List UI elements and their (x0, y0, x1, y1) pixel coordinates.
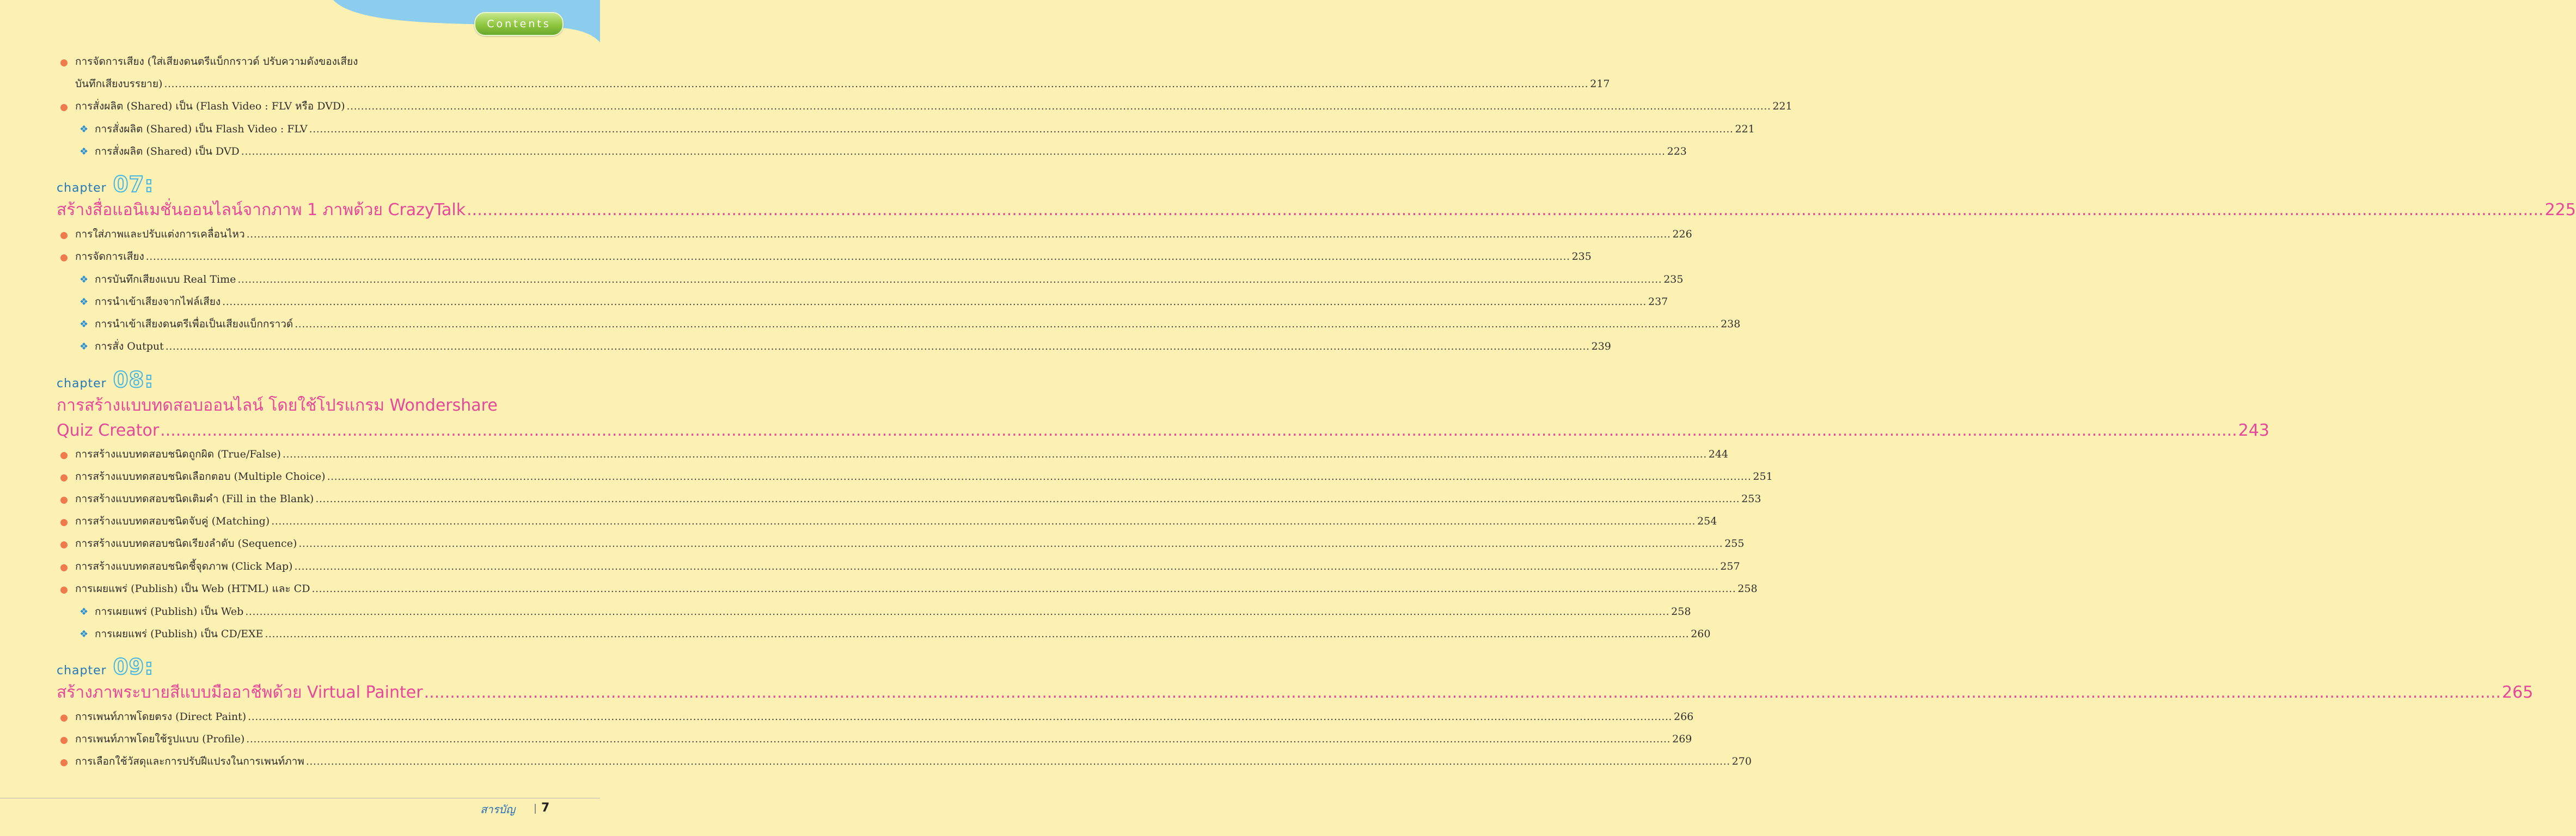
orange-dot-icon (60, 452, 68, 459)
toc-entry-page: 258 (1737, 583, 1758, 595)
toc-entry-page: 254 (1697, 515, 1717, 527)
orange-dot-icon (60, 587, 68, 594)
dot-leader: ................................................................................................................................................................................................................................................................................................................................................................................................................ (295, 318, 1720, 330)
toc-entry[interactable] (75, 76, 1610, 92)
toc-entry-title: การเผยแพร่ (Publish) เป็น Web (95, 606, 244, 618)
blue-diamond-icon: ❖ (79, 296, 89, 308)
toc-subentry[interactable] (95, 626, 1711, 642)
toc-entry-page: 258 (1671, 606, 1691, 618)
chapter-label (57, 655, 154, 680)
chapter-word: chapter (57, 664, 107, 678)
toc-subentry[interactable] (95, 143, 1687, 160)
blue-diamond-icon: ❖ (79, 341, 89, 352)
chapter-title-text: การสร้างแบบทดสอบออนไลน์ โดยใช้โปรแกรม Wondershare (57, 396, 498, 415)
blue-diamond-icon: ❖ (79, 606, 89, 618)
orange-dot-icon (60, 759, 68, 766)
blue-diamond-icon: ❖ (79, 274, 89, 285)
toc-entry-title: การสั่งผลิต (Shared) เป็น DVD (95, 145, 240, 157)
toc-entry-title: การสร้างแบบทดสอบชนิดเลือกตอบ (Multiple Choice) (75, 471, 326, 483)
dot-leader: ................................................................................................................................................................................................................................................................................................................................................................................................................ (309, 123, 1734, 135)
toc-entry-page: 266 (1673, 711, 1694, 723)
dot-leader: ................................................................................................................................................................................................................................................................................................................................................................................................................ (327, 471, 1752, 483)
dot-leader: ................................................................................................................................................................................................................................................................................................................................................................................................................ (222, 296, 1647, 308)
dot-leader: ................................................................................................................................................................................................................................................................................................................................................................................................................ (265, 628, 1690, 640)
toc-entry-title: การจัดการเสียง (75, 251, 144, 263)
toc-entry-page: 221 (1772, 100, 1792, 112)
toc-entry-page: 260 (1691, 628, 1711, 640)
dot-leader: ................................................................................................................................................................................................................................................................................................................................................................................................................ (245, 606, 1670, 618)
orange-dot-icon (60, 541, 68, 548)
chapter-word: chapter (57, 377, 107, 390)
page-number: 7 (541, 801, 550, 815)
orange-dot-icon (60, 564, 68, 571)
dot-leader: ................................................................................................................................................................................................................................................................................................................................................................................................................ (246, 228, 1671, 240)
dot-leader: ................................................................................................................................................................................................................................................................................................................................................................................................................ (315, 493, 1740, 505)
toc-entry[interactable] (75, 248, 1592, 265)
dot-leader: ................................................................................................................................................................................................................................................................................................................................................................................................................ (346, 100, 1771, 112)
toc-entry[interactable] (75, 513, 1717, 529)
footer-separator (535, 804, 536, 814)
toc-subentry[interactable] (95, 603, 1691, 620)
toc-subentry[interactable] (95, 121, 1755, 137)
toc-entry-title: บันทึกเสียงบรรยาย) (75, 78, 163, 90)
dot-leader: ................................................................................................................................................................................................................................................................................................................................................................................................................ (246, 733, 1671, 745)
chapter-label (57, 368, 154, 393)
dot-leader: ................................................................................................................................................................................................................................................................................................................................................................................................................ (237, 273, 1662, 285)
chapter-title-text: สร้างภาพระบายสีแบบมืออาชีพด้วย Virtual Painter (57, 683, 423, 702)
chapter-page: 225 (2544, 200, 2576, 219)
toc-entry-title: การนำเข้าเสียงดนตรีเพื่อเป็นเสียงแบ็กกราวด์ (95, 318, 293, 330)
dot-leader: ................................................................................................................................................................................................................................................................................................................................................................................................................ (424, 683, 2501, 702)
dot-leader: ................................................................................................................................................................................................................................................................................................................................................................................................................ (298, 538, 1723, 550)
dot-leader: ................................................................................................................................................................................................................................................................................................................................................................................................................ (282, 448, 1707, 460)
chapter-page: 265 (2502, 683, 2534, 702)
toc-entry-title: การเผยแพร่ (Publish) เป็น CD/EXE (95, 628, 264, 640)
toc-entry[interactable] (75, 731, 1692, 747)
chapter-label (57, 172, 154, 197)
dot-leader: ................................................................................................................................................................................................................................................................................................................................................................................................................ (271, 515, 1696, 527)
toc-entry-page: 235 (1571, 251, 1592, 263)
orange-dot-icon (60, 474, 68, 481)
chapter-number: 08: (113, 368, 154, 393)
toc-entry-title: การบันทึกเสียงแบบ Real Time (95, 273, 236, 285)
orange-dot-icon (60, 59, 68, 66)
toc-entry-title: การสั่ง Output (95, 340, 164, 352)
toc-subentry[interactable] (95, 294, 1668, 310)
toc-entry[interactable] (75, 226, 1692, 242)
chapter-number: 07: (113, 172, 154, 197)
toc-entry-title: การสร้างแบบทดสอบชนิดถูกผิด (True/False) (75, 448, 281, 460)
chapter-word: chapter (57, 181, 107, 195)
toc-entry-page: 235 (1663, 273, 1684, 285)
contents-badge[interactable]: Contents (474, 12, 564, 36)
toc-subentry[interactable] (95, 271, 1684, 288)
toc-entry-title: การเลือกใช้วัสดุและการปรับฝีแปรงในการเพนท์ภาพ (75, 755, 304, 767)
toc-entry-page: 217 (1590, 78, 1610, 90)
toc-entry-title: การสร้างแบบทดสอบชนิดชี้จุดภาพ (Click Map) (75, 560, 293, 572)
chapter-number: 09: (113, 655, 154, 680)
dot-leader: ................................................................................................................................................................................................................................................................................................................................................................................................................ (160, 421, 2237, 440)
toc-entry-title-line1[interactable]: การจัดการเสียง (ใส่เสียงดนตรีแบ็กกราวด์ ปรับความดังของเสียง (75, 56, 358, 68)
toc-entry-page: 270 (1731, 755, 1752, 767)
toc-entry-title: การสร้างแบบทดสอบชนิดเติมคำ (Fill in the Blank) (75, 493, 314, 505)
toc-entry[interactable] (75, 581, 1758, 597)
toc-entry-page: 255 (1724, 538, 1745, 550)
orange-dot-icon (60, 232, 68, 239)
toc-entry-page: 253 (1741, 493, 1761, 505)
dot-leader: ................................................................................................................................................................................................................................................................................................................................................................................................................ (241, 145, 1666, 157)
orange-dot-icon (60, 715, 68, 722)
toc-entry-title: การเพนท์ภาพโดยใช้รูปแบบ (Profile) (75, 733, 245, 745)
chapter-title[interactable] (57, 681, 2534, 705)
toc-entry-title: การสร้างแบบทดสอบชนิดเรียงลำดับ (Sequence) (75, 538, 297, 550)
toc-entry[interactable] (75, 491, 1761, 507)
toc-entry-page: 244 (1708, 448, 1729, 460)
orange-dot-icon (60, 104, 68, 111)
toc-entry-title: การสร้างแบบทดสอบชนิดจับคู่ (Matching) (75, 515, 270, 527)
toc-entry-title: การสั่งผลิต (Shared) เป็น Flash Video : FLV (95, 123, 308, 135)
chapter-title-line1[interactable] (57, 394, 550, 418)
toc-entry-page: 221 (1735, 123, 1755, 135)
dot-leader: ................................................................................................................................................................................................................................................................................................................................................................................................................ (248, 711, 1672, 723)
orange-dot-icon (60, 254, 68, 261)
dot-leader: ................................................................................................................................................................................................................................................................................................................................................................................................................ (305, 755, 1730, 767)
toc-entry[interactable] (75, 558, 1740, 575)
toc-entry[interactable] (75, 98, 1792, 114)
toc-entry[interactable] (75, 468, 1773, 485)
orange-dot-icon (60, 737, 68, 744)
toc-entry-page: 239 (1591, 340, 1611, 352)
toc-entry-title: การเผยแพร่ (Publish) เป็น Web (HTML) และ CD (75, 583, 310, 595)
dot-leader: ................................................................................................................................................................................................................................................................................................................................................................................................................ (467, 200, 2544, 219)
toc-entry-page: 251 (1753, 471, 1773, 483)
toc-entry-page: 223 (1667, 145, 1687, 157)
dot-leader: ................................................................................................................................................................................................................................................................................................................................................................................................................ (164, 78, 1589, 90)
toc-entry-page: 238 (1721, 318, 1741, 330)
dot-leader: ................................................................................................................................................................................................................................................................................................................................................................................................................ (145, 251, 1570, 263)
chapter-page: 243 (2238, 421, 2269, 440)
blue-diamond-icon: ❖ (79, 319, 89, 330)
chapter-title-text: Quiz Creator (57, 421, 160, 440)
toc-entry[interactable] (75, 446, 1729, 462)
toc-entry-page: 257 (1720, 560, 1740, 572)
dot-leader: ................................................................................................................................................................................................................................................................................................................................................................................................................ (294, 560, 1719, 572)
toc-entry-title: การสั่งผลิต (Shared) เป็น (Flash Video : FLV หรือ DVD) (75, 100, 345, 112)
toc-entry[interactable] (75, 709, 1694, 725)
dot-leader: ................................................................................................................................................................................................................................................................................................................................................................................................................ (165, 340, 1590, 352)
toc-entry-page: 226 (1672, 228, 1692, 240)
toc-entry-title: การนำเข้าเสียงจากไฟล์เสียง (95, 296, 221, 308)
orange-dot-icon (60, 497, 68, 504)
toc-entry-title: การเพนท์ภาพโดยตรง (Direct Paint) (75, 711, 247, 723)
toc-entry-page: 237 (1648, 296, 1668, 308)
chapter-title[interactable] (57, 419, 2269, 443)
toc-entry-title: การใส่ภาพและปรับแต่งการเคลื่อนไหว (75, 228, 245, 240)
toc-entry[interactable] (75, 753, 1752, 770)
toc-entry-page: 269 (1672, 733, 1692, 745)
toc-subentry[interactable] (95, 316, 1741, 332)
chapter-title[interactable] (57, 198, 2576, 222)
toc-entry[interactable] (75, 535, 1745, 552)
footer-section-label: สารบัญ (480, 803, 515, 816)
blue-diamond-icon: ❖ (79, 628, 89, 640)
blue-diamond-icon: ❖ (79, 146, 89, 157)
chapter-title-text: สร้างสื่อแอนิเมชั่นออนไลน์จากภาพ 1 ภาพด้วย CrazyTalk (57, 200, 466, 219)
dot-leader: ................................................................................................................................................................................................................................................................................................................................................................................................................ (311, 583, 1736, 595)
blue-diamond-icon: ❖ (79, 124, 89, 135)
toc-subentry[interactable] (95, 338, 1611, 355)
orange-dot-icon (60, 519, 68, 526)
